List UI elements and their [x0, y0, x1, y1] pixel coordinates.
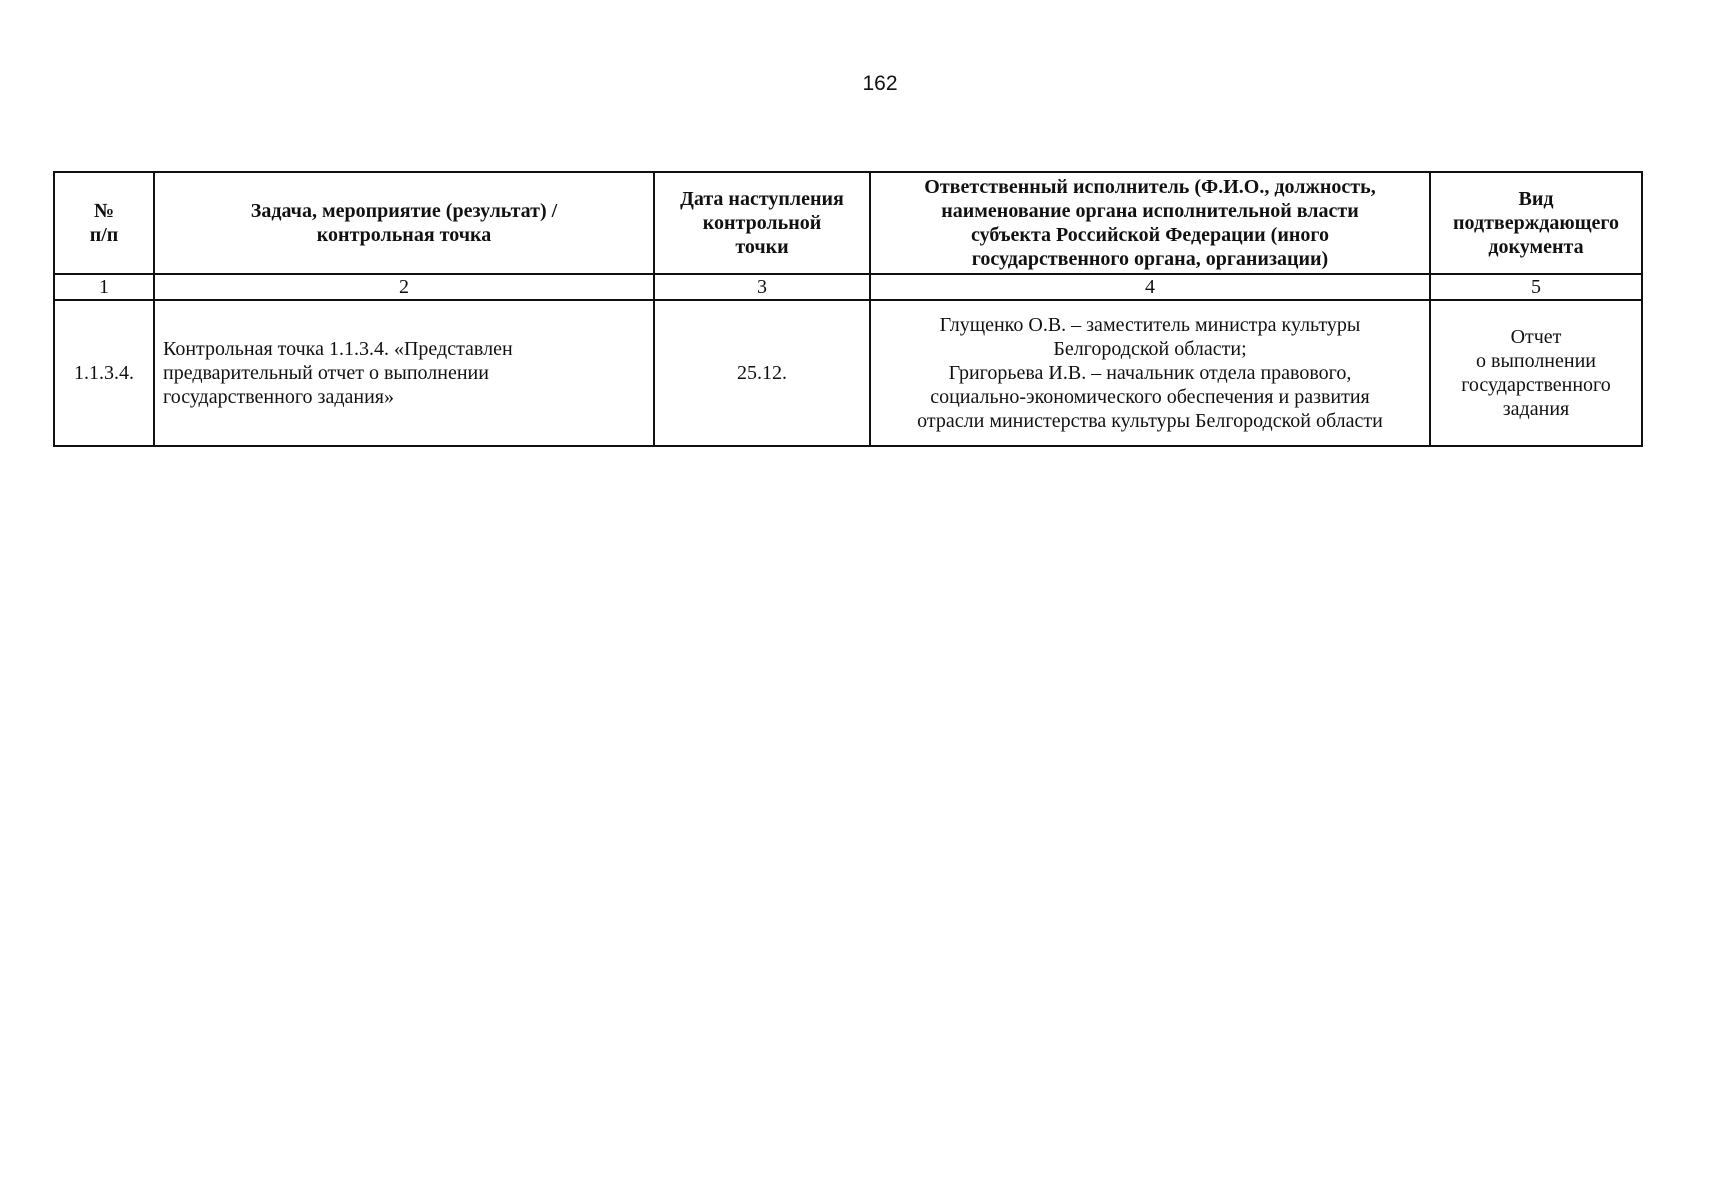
header-number [54, 172, 154, 274]
column-number: 5 [1430, 274, 1642, 300]
responsible-text-line: Григорьева И.В. – начальник отдела правового, [948, 362, 1352, 384]
table-row [54, 300, 1642, 446]
header-text-line: Дата наступления [680, 188, 844, 210]
column-number: 3 [654, 274, 870, 300]
column-number: 4 [870, 274, 1430, 300]
column-number: 2 [154, 274, 654, 300]
header-row [54, 172, 1642, 274]
header-document [1430, 172, 1642, 274]
task-text-line: государственного задания» [163, 386, 394, 408]
header-text-line: документа [1488, 236, 1584, 258]
row-date: 25.12. [654, 300, 870, 446]
task-text-line: предварительный отчет о выполнении [163, 362, 489, 384]
row-responsible [870, 300, 1430, 446]
row-document [1430, 300, 1642, 446]
row-task [154, 300, 654, 446]
header-text-line: Задача, мероприятие (результат) / [250, 200, 558, 222]
header-text-line: субъекта Российской Федерации (иного [971, 224, 1329, 246]
header-text-line: государственного органа, организации) [971, 248, 1329, 270]
header-date [654, 172, 870, 274]
header-text-line: Ответственный исполнитель (Ф.И.О., должность, [924, 176, 1376, 198]
header-text-line: контрольная точка [316, 224, 492, 246]
header-text-line: п/п [89, 224, 119, 246]
responsible-text-line: отрасли министерства культуры Белгородской области [917, 410, 1383, 432]
task-text-line: Контрольная точка 1.1.3.4. «Представлен [163, 338, 513, 360]
control-points-table [53, 171, 1643, 447]
column-numbers-row [54, 274, 1642, 300]
document-text-line: задания [1502, 398, 1570, 420]
column-number: 1 [54, 274, 154, 300]
responsible-text-line: Глущенко О.В. – заместитель министра культуры [939, 314, 1361, 336]
row-number: 1.1.3.4. [54, 300, 154, 446]
header-text-line: контрольной [702, 212, 822, 234]
header-text-line: № [93, 200, 115, 222]
header-responsible [870, 172, 1430, 274]
page-number: 162 [862, 72, 898, 95]
header-text-line: наименование органа исполнительной власти [941, 200, 1359, 222]
document-text-line: государственного [1461, 374, 1611, 396]
document-text-line: Отчет [1510, 326, 1562, 348]
responsible-text-line: социально-экономического обеспечения и развития [930, 386, 1370, 408]
header-task [154, 172, 654, 274]
header-text-line: подтверждающего [1453, 212, 1619, 234]
document-text-line: о выполнении [1476, 350, 1596, 372]
responsible-text-line: Белгородской области; [1053, 338, 1247, 360]
header-text-line: Вид [1518, 188, 1554, 210]
header-text-line: точки [735, 236, 789, 258]
